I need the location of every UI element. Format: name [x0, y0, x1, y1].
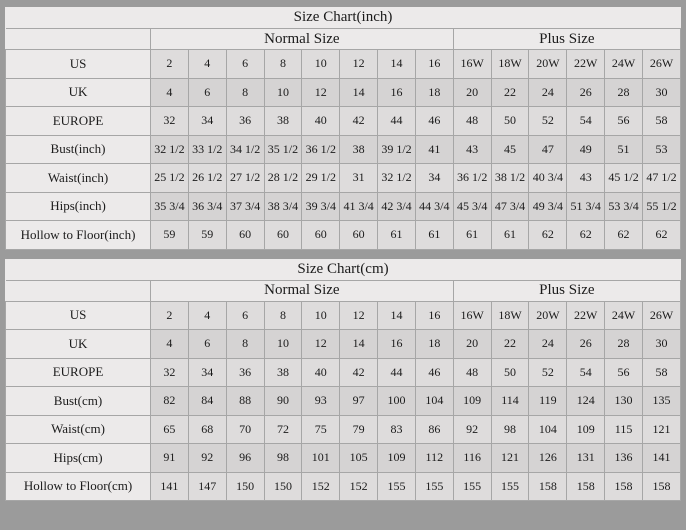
data-cell: 41	[415, 135, 453, 164]
data-cell: 31	[340, 164, 378, 193]
data-cell: 158	[642, 472, 680, 501]
data-cell: 155	[378, 472, 416, 501]
data-cell: 62	[605, 221, 643, 250]
table-row	[6, 192, 681, 221]
data-cell: 92	[188, 444, 226, 473]
data-cell: 8	[264, 301, 302, 330]
data-cell: 27 1/2	[226, 164, 264, 193]
data-cell: 28 1/2	[264, 164, 302, 193]
data-cell: 32	[151, 358, 189, 387]
data-cell: 60	[302, 221, 340, 250]
data-cell: 4	[151, 78, 189, 107]
data-cell: 147	[188, 472, 226, 501]
data-cell: 34	[188, 358, 226, 387]
data-cell: 61	[415, 221, 453, 250]
table-row	[6, 107, 681, 136]
data-cell: 16	[378, 78, 416, 107]
data-cell: 72	[264, 415, 302, 444]
data-cell: 34 1/2	[226, 135, 264, 164]
data-cell: 126	[529, 444, 567, 473]
row-label: US	[6, 301, 151, 330]
data-cell: 26W	[642, 50, 680, 79]
data-cell: 18	[415, 330, 453, 359]
data-cell: 42	[340, 107, 378, 136]
row-label: Waist(inch)	[6, 164, 151, 193]
data-cell: 121	[491, 444, 529, 473]
data-cell: 60	[226, 221, 264, 250]
data-cell: 35 1/2	[264, 135, 302, 164]
data-cell: 28	[605, 330, 643, 359]
data-cell: 55 1/2	[642, 192, 680, 221]
data-cell: 6	[226, 50, 264, 79]
data-cell: 155	[415, 472, 453, 501]
data-cell: 101	[302, 444, 340, 473]
data-cell: 158	[567, 472, 605, 501]
data-cell: 4	[188, 301, 226, 330]
data-cell: 22	[491, 78, 529, 107]
data-cell: 38	[264, 107, 302, 136]
data-cell: 48	[453, 107, 491, 136]
table-row	[6, 444, 681, 473]
data-cell: 16	[415, 301, 453, 330]
data-cell: 88	[226, 387, 264, 416]
data-cell: 114	[491, 387, 529, 416]
data-cell: 91	[151, 444, 189, 473]
data-cell: 26	[567, 78, 605, 107]
data-cell: 10	[302, 301, 340, 330]
data-cell: 70	[226, 415, 264, 444]
data-cell: 62	[642, 221, 680, 250]
row-label: Hips(cm)	[6, 444, 151, 473]
data-cell: 158	[529, 472, 567, 501]
data-cell: 75	[302, 415, 340, 444]
table-row	[6, 135, 681, 164]
data-cell: 130	[605, 387, 643, 416]
data-cell: 152	[340, 472, 378, 501]
data-cell: 82	[151, 387, 189, 416]
data-cell: 150	[226, 472, 264, 501]
table-row	[6, 415, 681, 444]
data-cell: 24	[529, 78, 567, 107]
data-cell: 92	[453, 415, 491, 444]
data-cell: 155	[453, 472, 491, 501]
data-cell: 2	[151, 301, 189, 330]
data-cell: 112	[415, 444, 453, 473]
data-cell: 51 3/4	[567, 192, 605, 221]
data-cell: 141	[151, 472, 189, 501]
row-label: EUROPE	[6, 358, 151, 387]
data-cell: 152	[302, 472, 340, 501]
data-cell: 42	[340, 358, 378, 387]
data-cell: 104	[529, 415, 567, 444]
data-cell: 42 3/4	[378, 192, 416, 221]
data-cell: 56	[605, 358, 643, 387]
table-row	[6, 221, 681, 250]
data-cell: 28	[605, 78, 643, 107]
data-cell: 41 3/4	[340, 192, 378, 221]
data-cell: 30	[642, 330, 680, 359]
data-cell: 46	[415, 107, 453, 136]
data-cell: 59	[151, 221, 189, 250]
data-cell: 61	[491, 221, 529, 250]
data-cell: 18W	[491, 50, 529, 79]
data-cell: 25 1/2	[151, 164, 189, 193]
data-cell: 6	[188, 330, 226, 359]
data-cell: 116	[453, 444, 491, 473]
data-cell: 24W	[605, 301, 643, 330]
data-cell: 68	[188, 415, 226, 444]
data-cell: 155	[491, 472, 529, 501]
data-cell: 8	[226, 78, 264, 107]
size-chart-inch	[4, 6, 682, 251]
data-cell: 12	[302, 330, 340, 359]
data-cell: 60	[340, 221, 378, 250]
row-label: US	[6, 50, 151, 79]
data-cell: 39 3/4	[302, 192, 340, 221]
data-cell: 98	[491, 415, 529, 444]
data-cell: 14	[340, 330, 378, 359]
data-cell: 121	[642, 415, 680, 444]
row-label: Bust(inch)	[6, 135, 151, 164]
data-cell: 36	[226, 107, 264, 136]
data-cell: 24	[529, 330, 567, 359]
group-row-spacer	[6, 280, 151, 301]
data-cell: 40 3/4	[529, 164, 567, 193]
data-cell: 52	[529, 107, 567, 136]
table-row	[6, 301, 681, 330]
data-cell: 34	[188, 107, 226, 136]
group-header-normal: Normal Size	[151, 280, 454, 301]
data-cell: 60	[264, 221, 302, 250]
data-cell: 141	[642, 444, 680, 473]
row-label: Waist(cm)	[6, 415, 151, 444]
data-cell: 38	[264, 358, 302, 387]
data-cell: 16W	[453, 301, 491, 330]
data-cell: 36 1/2	[302, 135, 340, 164]
data-cell: 35 3/4	[151, 192, 189, 221]
data-cell: 49	[567, 135, 605, 164]
row-label: EUROPE	[6, 107, 151, 136]
row-label: Hollow to Floor(cm)	[6, 472, 151, 501]
data-cell: 22W	[567, 301, 605, 330]
data-cell: 97	[340, 387, 378, 416]
data-cell: 6	[226, 301, 264, 330]
data-cell: 90	[264, 387, 302, 416]
data-cell: 51	[605, 135, 643, 164]
data-cell: 2	[151, 50, 189, 79]
data-cell: 53	[642, 135, 680, 164]
data-cell: 65	[151, 415, 189, 444]
data-cell: 32 1/2	[151, 135, 189, 164]
data-cell: 33 1/2	[188, 135, 226, 164]
data-cell: 44	[378, 107, 416, 136]
data-cell: 12	[340, 50, 378, 79]
data-cell: 20	[453, 78, 491, 107]
row-label: Bust(cm)	[6, 387, 151, 416]
data-cell: 105	[340, 444, 378, 473]
data-cell: 43	[453, 135, 491, 164]
data-cell: 135	[642, 387, 680, 416]
data-cell: 12	[340, 301, 378, 330]
data-cell: 18W	[491, 301, 529, 330]
data-cell: 50	[491, 107, 529, 136]
data-cell: 54	[567, 107, 605, 136]
data-cell: 45 3/4	[453, 192, 491, 221]
group-row-spacer	[6, 29, 151, 50]
data-cell: 50	[491, 358, 529, 387]
data-cell: 29 1/2	[302, 164, 340, 193]
data-cell: 38	[340, 135, 378, 164]
data-cell: 38 1/2	[491, 164, 529, 193]
data-cell: 136	[605, 444, 643, 473]
data-cell: 34	[415, 164, 453, 193]
data-cell: 14	[340, 78, 378, 107]
data-cell: 58	[642, 107, 680, 136]
data-cell: 49 3/4	[529, 192, 567, 221]
data-cell: 45	[491, 135, 529, 164]
data-cell: 20W	[529, 301, 567, 330]
data-cell: 37 3/4	[226, 192, 264, 221]
data-cell: 96	[226, 444, 264, 473]
data-cell: 32 1/2	[378, 164, 416, 193]
data-cell: 40	[302, 358, 340, 387]
group-header-plus: Plus Size	[453, 29, 680, 50]
chart-title: Size Chart(cm)	[6, 259, 681, 281]
data-cell: 115	[605, 415, 643, 444]
data-cell: 131	[567, 444, 605, 473]
data-cell: 56	[605, 107, 643, 136]
data-cell: 109	[378, 444, 416, 473]
data-cell: 8	[226, 330, 264, 359]
chart-title: Size Chart(inch)	[6, 7, 681, 29]
data-cell: 10	[264, 330, 302, 359]
data-cell: 59	[188, 221, 226, 250]
data-cell: 36 3/4	[188, 192, 226, 221]
data-cell: 16	[378, 330, 416, 359]
data-cell: 124	[567, 387, 605, 416]
size-chart-cm	[4, 258, 682, 503]
group-header-normal: Normal Size	[151, 29, 454, 50]
data-cell: 26 1/2	[188, 164, 226, 193]
data-cell: 16	[415, 50, 453, 79]
data-cell: 62	[567, 221, 605, 250]
data-cell: 104	[415, 387, 453, 416]
data-cell: 32	[151, 107, 189, 136]
data-cell: 100	[378, 387, 416, 416]
data-cell: 158	[605, 472, 643, 501]
data-cell: 79	[340, 415, 378, 444]
data-cell: 36	[226, 358, 264, 387]
data-cell: 47 1/2	[642, 164, 680, 193]
data-cell: 45 1/2	[605, 164, 643, 193]
data-cell: 10	[264, 78, 302, 107]
table-row	[6, 78, 681, 107]
data-cell: 48	[453, 358, 491, 387]
data-cell: 52	[529, 358, 567, 387]
data-cell: 6	[188, 78, 226, 107]
data-cell: 109	[453, 387, 491, 416]
data-cell: 20	[453, 330, 491, 359]
data-cell: 44	[378, 358, 416, 387]
data-cell: 14	[378, 50, 416, 79]
data-cell: 61	[453, 221, 491, 250]
row-label: Hips(inch)	[6, 192, 151, 221]
data-cell: 43	[567, 164, 605, 193]
data-cell: 58	[642, 358, 680, 387]
data-cell: 47	[529, 135, 567, 164]
data-cell: 18	[415, 78, 453, 107]
data-cell: 39 1/2	[378, 135, 416, 164]
data-cell: 20W	[529, 50, 567, 79]
size-chart-inch-table	[5, 7, 681, 250]
data-cell: 119	[529, 387, 567, 416]
data-cell: 30	[642, 78, 680, 107]
data-cell: 4	[188, 50, 226, 79]
data-cell: 44 3/4	[415, 192, 453, 221]
group-header-plus: Plus Size	[453, 280, 680, 301]
table-row	[6, 50, 681, 79]
data-cell: 36 1/2	[453, 164, 491, 193]
data-cell: 61	[378, 221, 416, 250]
data-cell: 12	[302, 78, 340, 107]
data-cell: 46	[415, 358, 453, 387]
data-cell: 38 3/4	[264, 192, 302, 221]
table-row	[6, 472, 681, 501]
data-cell: 26W	[642, 301, 680, 330]
data-cell: 14	[378, 301, 416, 330]
data-cell: 16W	[453, 50, 491, 79]
data-cell: 24W	[605, 50, 643, 79]
table-row	[6, 164, 681, 193]
data-cell: 109	[567, 415, 605, 444]
data-cell: 40	[302, 107, 340, 136]
data-cell: 54	[567, 358, 605, 387]
row-label: UK	[6, 78, 151, 107]
row-label: Hollow to Floor(inch)	[6, 221, 151, 250]
data-cell: 47 3/4	[491, 192, 529, 221]
data-cell: 93	[302, 387, 340, 416]
table-row	[6, 358, 681, 387]
table-row	[6, 387, 681, 416]
data-cell: 98	[264, 444, 302, 473]
data-cell: 53 3/4	[605, 192, 643, 221]
table-row	[6, 330, 681, 359]
data-cell: 10	[302, 50, 340, 79]
data-cell: 84	[188, 387, 226, 416]
data-cell: 150	[264, 472, 302, 501]
data-cell: 26	[567, 330, 605, 359]
data-cell: 8	[264, 50, 302, 79]
data-cell: 86	[415, 415, 453, 444]
size-chart-cm-table	[5, 259, 681, 502]
data-cell: 22	[491, 330, 529, 359]
data-cell: 83	[378, 415, 416, 444]
data-cell: 62	[529, 221, 567, 250]
data-cell: 4	[151, 330, 189, 359]
data-cell: 22W	[567, 50, 605, 79]
row-label: UK	[6, 330, 151, 359]
